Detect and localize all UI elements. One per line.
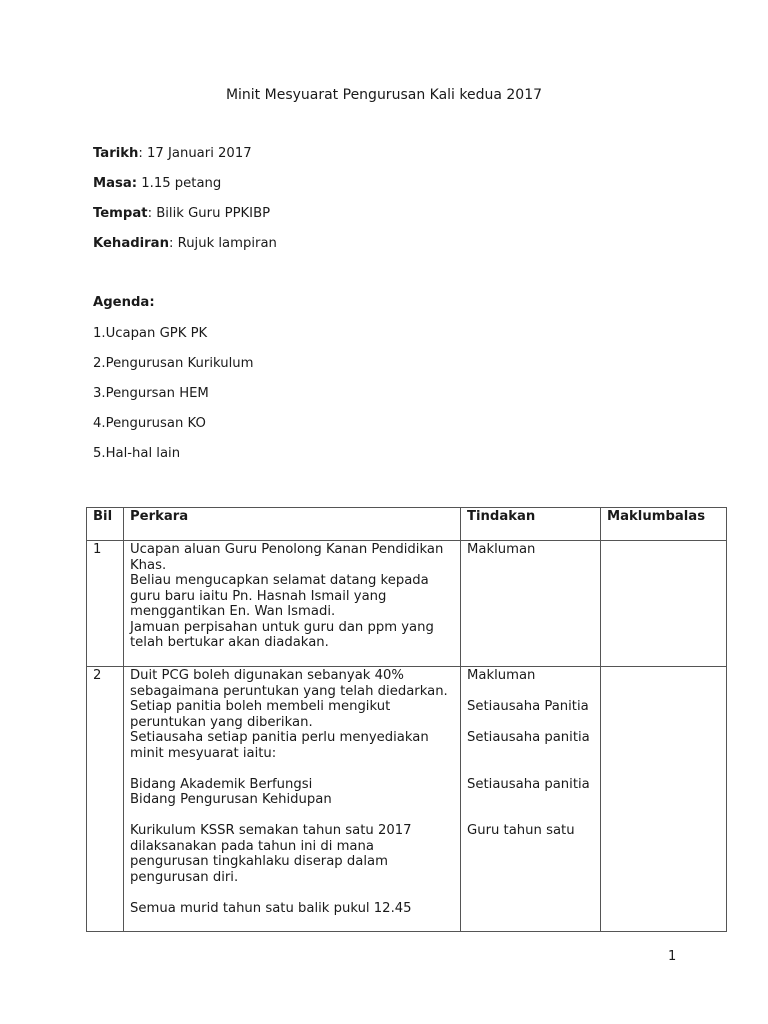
cell-bil: 1 [87,541,124,667]
table-row [87,541,727,667]
cell-bil: 2 [87,667,124,932]
cell-tindakan: Makluman [461,541,601,667]
masa-label: Masa: [93,176,138,191]
tarikh-label: Tarikh [93,146,139,161]
tempat-label: Tempat [93,206,148,221]
table-row [87,667,727,932]
cell-tindakan: Makluman Setiausaha Panitia Setiausaha panitia Setiausaha panitia Guru tahun satu [461,667,601,932]
agenda-item: 3.Pengursan HEM [93,386,209,401]
header-bil: Bil [87,508,124,541]
info-kehadiran [93,236,277,251]
cell-maklumbalas [601,667,727,932]
agenda-heading: Agenda: [93,295,155,310]
info-tarikh [93,146,252,161]
cell-perkara: Duit PCG boleh digunakan sebanyak 40% sebagaimana peruntukan yang telah diedarkan. Setiap panitia boleh membeli mengikut peruntukan yang diberikan. Setiausaha setiap panitia perlu menyediakan minit mesyuarat iaitu: Bidang Akademik Berfungsi Bidang Pengurusan Kehidupan Kurikulum KSSR semakan tahun satu 2017 dilaksanakan pada tahun ini di mana pengurusan tingkahlaku diserap dalam pengurusan diri. Semua murid tahun satu balik pukul 12.45 [124,667,461,932]
page-number: 1 [668,949,677,964]
kehadiran-label: Kehadiran [93,236,169,251]
document-title: Minit Mesyuarat Pengurusan Kali kedua 2017 [225,87,543,103]
info-tempat [93,206,270,221]
kehadiran-value: : Rujuk lampiran [168,236,277,251]
agenda-item: 5.Hal-hal lain [93,446,181,461]
tempat-value: : Bilik Guru PPKIBP [147,206,271,221]
header-maklumbalas: Maklumbalas [601,508,727,541]
masa-value: 1.15 petang [137,176,222,191]
header-tindakan: Tindakan [461,508,601,541]
info-masa [93,176,221,191]
cell-maklumbalas [601,541,727,667]
header-perkara: Perkara [124,508,461,541]
agenda-item: 1.Ucapan GPK PK [93,326,208,341]
agenda-item: 2.Pengurusan Kurikulum [93,356,254,371]
table-header-row [87,508,727,541]
cell-perkara: Ucapan aluan Guru Penolong Kanan Pendidikan Khas. Beliau mengucapkan selamat datang kepada guru baru iaitu Pn. Hasnah Ismail yang menggantikan En. Wan Ismadi. Jamuan perpisahan untuk guru dan ppm yang telah bertukar akan diadakan. [124,541,461,667]
minutes-table [86,507,727,932]
agenda-item: 4.Pengurusan KO [93,416,206,431]
tarikh-value: : 17 Januari 2017 [138,146,252,161]
